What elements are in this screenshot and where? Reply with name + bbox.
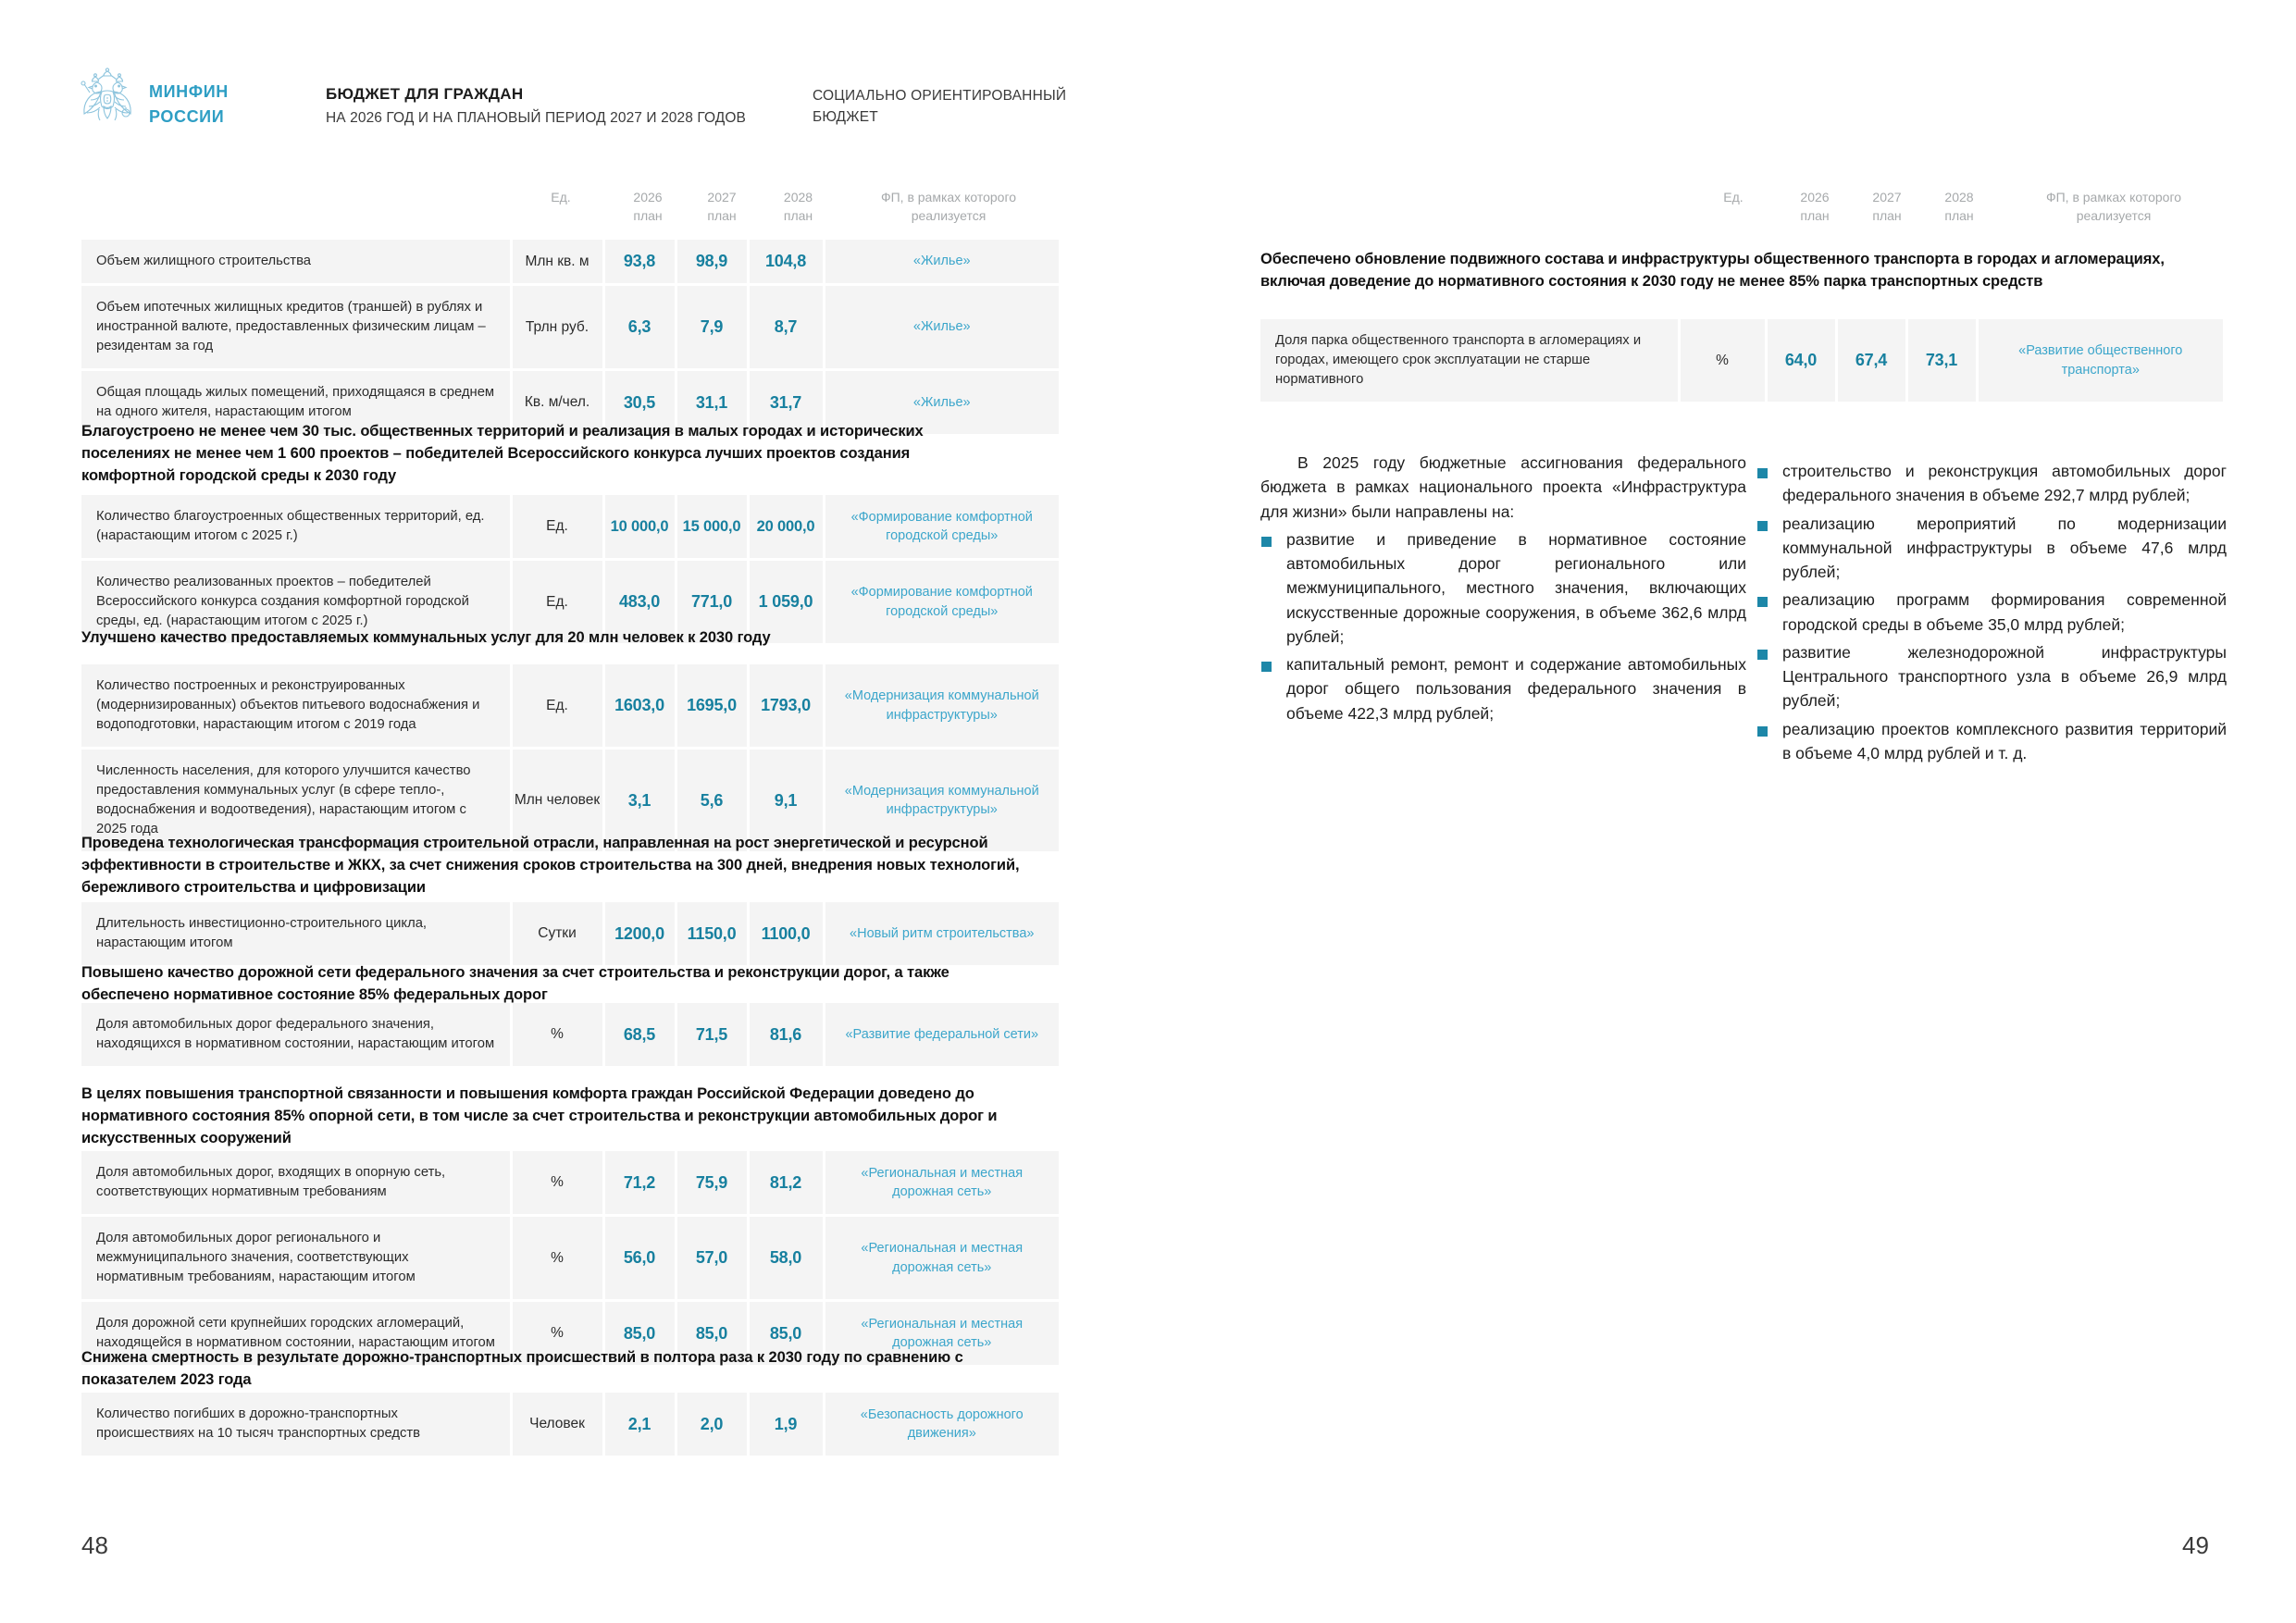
list-item-text: капитальный ремонт, ремонт и содержание автомобильных дорог общего пользования федерального значения в объеме 422,3 млрд рублей; (1286, 655, 1746, 723)
masthead-logo (79, 67, 229, 131)
colhead-2028-left (759, 188, 838, 226)
federal-project: «Региональная и местная дорожная сеть» (824, 1151, 1059, 1216)
value-2028: 81,6 (748, 1003, 824, 1066)
table-row (1260, 319, 2223, 402)
federal-project: «Региональная и местная дорожная сеть» (824, 1216, 1059, 1301)
colhead-2026-right (1779, 188, 1851, 226)
colhead-fp-line2: реализуется (2076, 208, 2152, 224)
indicator-unit: Трлн руб. (511, 285, 603, 370)
value-2026: 483,0 (603, 560, 676, 644)
colhead-2028-year: 2028 (783, 190, 813, 204)
federal-project: «Развитие общественного транспорта» (1977, 319, 2223, 402)
value-2026: 68,5 (603, 1003, 676, 1066)
value-2028: 20 000,0 (748, 495, 824, 560)
colhead-2028-plan: план (1944, 208, 1974, 224)
bullet-square-icon (1757, 650, 1768, 660)
table-federal-roads (81, 1003, 1059, 1066)
value-2026: 93,8 (603, 240, 676, 285)
federal-project: «Модернизация коммунальной инфраструктуры» (824, 749, 1059, 852)
list-item (1756, 512, 2227, 585)
section-heading-road-safety: Снижена смертность в результате дорожно-транспортных происшествий в полтора раза к 2030 году по сравнению с показателем 2023 года (81, 1349, 963, 1389)
indicator-unit: % (511, 1301, 603, 1366)
value-2027: 771,0 (676, 560, 748, 644)
indicator-unit: Человек (511, 1393, 603, 1456)
section-heading-communal-services: Улучшено качество предоставляемых коммунальных услуг для 20 млн человек к 2030 году (81, 629, 771, 646)
table-housing (81, 240, 1059, 434)
value-2026: 1200,0 (603, 902, 676, 965)
table-row (81, 1151, 1059, 1216)
colhead-2026-left (611, 188, 685, 226)
colhead-2027-left (685, 188, 759, 226)
value-2028: 58,0 (748, 1216, 824, 1301)
list-item-text: развитие железнодорожной инфраструктуры Центрального транспортного узла в объеме 26,9 млрд рублей; (1782, 642, 2227, 711)
federal-project: «Формирование комфортной городской среды» (824, 560, 1059, 644)
table-row (81, 285, 1059, 370)
list-item (1756, 459, 2227, 508)
value-2027: 7,9 (676, 285, 748, 370)
indicator-unit: Ед. (511, 664, 603, 749)
indicator-name: Доля дорожной сети крупнейших городских агломераций, находящейся в нормативном состоянии, нарастающим итогом (81, 1301, 511, 1366)
indicator-name: Количество реализованных проектов – победителей Всероссийского конкурса создания комфортной городской среды, ед. (нарастающим итогом с 2025 г.) (81, 560, 511, 644)
indicator-name: Количество погибших в дорожно-транспортных происшествиях на 10 тысяч транспортных средств (81, 1393, 511, 1456)
table-public-transport (1260, 319, 2223, 402)
federal-project: «Развитие федеральной сети» (824, 1003, 1059, 1066)
table-tech-transformation (81, 902, 1059, 965)
bullet-square-icon (1757, 521, 1768, 531)
value-2026: 10 000,0 (603, 495, 676, 560)
value-2027: 5,6 (676, 749, 748, 852)
list-item (1260, 527, 1746, 649)
value-2028: 73,1 (1906, 319, 1977, 402)
list-item-text: реализацию программ формирования современной городской среды в объеме 35,0 млрд рублей; (1782, 590, 2227, 634)
table-urban-environment (81, 495, 1059, 643)
bullet-square-icon (1757, 597, 1768, 607)
tagline-line-2: БЮДЖЕТ (813, 109, 878, 126)
indicator-name: Доля автомобильных дорог федерального значения, находящихся в нормативном состоянии, нарастающим итогом (81, 1003, 511, 1066)
value-2026: 85,0 (603, 1301, 676, 1366)
colhead-fp-left (842, 188, 1055, 226)
colhead-unit-left: Ед. (551, 190, 571, 204)
value-2026: 6,3 (603, 285, 676, 370)
bullet-square-icon (1261, 662, 1272, 672)
colhead-2027-plan: план (1872, 208, 1902, 224)
federal-project: «Жилье» (824, 240, 1059, 285)
list-item-text: развитие и приведение в нормативное состояние автомобильных дорог регионального или межмуниципального, местного значения, включающих искусственные дорожные сооружения, в объеме 362,6 млрд рублей; (1286, 529, 1746, 646)
table-road-safety (81, 1393, 1059, 1456)
indicator-name: Объем ипотечных жилищных кредитов (траншей) в рублях и иностранной валюте, предоставленных физическим лицам – резидентам за год (81, 285, 511, 370)
list-item-text: реализацию мероприятий по модернизации коммунальной инфраструктуры в объеме 47,6 млрд рублей; (1782, 514, 2227, 581)
ministry-brand (149, 67, 229, 130)
list-item (1260, 652, 1746, 725)
page-number-left: 48 (81, 1531, 108, 1559)
indicator-name: Количество построенных и реконструированных (модернизированных) объектов питьевого водоснабжения и водоподготовки, нарастающим итогом с 2019 года (81, 664, 511, 749)
colhead-2028-right (1923, 188, 1995, 226)
bullet-square-icon (1261, 537, 1272, 547)
indicator-name: Доля парка общественного транспорта в агломерациях и городах, имеющего срок эксплуатации не старше нормативного (1260, 319, 1679, 402)
federal-project: «Безопасность дорожного движения» (824, 1393, 1059, 1456)
table-communal-services (81, 664, 1059, 851)
section-heading-transport-connectivity: В целях повышения транспортной связанности и повышения комфорта граждан Российской Федерации доведено до нормативного состояния 85% опорной сети, в том числе за счет строительства и реконструкции автомобильных дорог и искусственных сооружений (81, 1085, 998, 1147)
table-row (81, 664, 1059, 749)
value-2028: 31,7 (748, 370, 824, 435)
publication-title-block (326, 85, 746, 127)
indicator-unit: % (511, 1151, 603, 1216)
colhead-2026-plan: план (633, 208, 663, 224)
publication-title: БЮДЖЕТ ДЛЯ ГРАЖДАН (326, 85, 524, 103)
value-2028: 8,7 (748, 285, 824, 370)
table-transport-connectivity (81, 1151, 1059, 1365)
value-2027: 67,4 (1836, 319, 1906, 402)
colhead-fp-line1: ФП, в рамках которого (2045, 190, 2182, 204)
colhead-unit-right: Ед. (1723, 190, 1744, 204)
publication-tagline (813, 85, 1066, 129)
allocations-text-column (1756, 455, 2227, 765)
colhead-2027-right (1851, 188, 1923, 226)
indicator-name: Объем жилищного строительства (81, 240, 511, 285)
indicator-name: Длительность инвестиционно-строительного цикла, нарастающим итогом (81, 902, 511, 965)
value-2028: 85,0 (748, 1301, 824, 1366)
russian-coat-of-arms-icon (79, 67, 136, 131)
indicator-name: Количество благоустроенных общественных территорий, ед. (нарастающим итогом с 2025 г.) (81, 495, 511, 560)
bullet-list-right (1756, 459, 2227, 765)
list-item (1756, 640, 2227, 713)
colhead-2028-year: 2028 (1944, 190, 1974, 204)
value-2027: 71,5 (676, 1003, 748, 1066)
section-heading-urban-environment: Благоустроено не менее чем 30 тыс. общественных территорий и реализация в малых городах и исторических поселениях не менее чем 1 600 проектов – победителей Всероссийского конкурса лучших проектов создания комфортной городской среды к 2030 году (81, 423, 924, 485)
colhead-2027-year: 2027 (1872, 190, 1902, 204)
publication-subtitle: НА 2026 ГОД И НА ПЛАНОВЫЙ ПЕРИОД 2027 И 2028 ГОДОВ (326, 110, 746, 126)
colhead-fp-line1: ФП, в рамках которого (880, 190, 1017, 204)
colhead-2026-plan: план (1800, 208, 1830, 224)
indicator-unit: % (511, 1003, 603, 1066)
table-row (81, 495, 1059, 560)
indicator-unit: Кв. м/чел. (511, 370, 603, 435)
page-number-right: 49 (2182, 1531, 2209, 1559)
value-2028: 1793,0 (748, 664, 824, 749)
value-2026: 2,1 (603, 1393, 676, 1456)
brand-line-2: РОССИИ (149, 107, 225, 126)
indicator-name: Доля автомобильных дорог, входящих в опорную сеть, соответствующих нормативным требованиям (81, 1151, 511, 1216)
table-row (81, 1393, 1059, 1456)
section-heading-tech-transformation: Проведена технологическая трансформация строительной отрасли, направленная на рост энергетической и ресурсной эффективности в строительстве и ЖКХ, за счет снижения сроков строительства на 300 дней, внедрения новых технологий, бережливого строительства и цифровизации (81, 835, 1020, 897)
federal-project: «Жилье» (824, 285, 1059, 370)
value-2028: 1100,0 (748, 902, 824, 965)
value-2026: 3,1 (603, 749, 676, 852)
value-2026: 1603,0 (603, 664, 676, 749)
intro-text-column (1260, 451, 1746, 725)
colhead-fp-right (2006, 188, 2221, 226)
bullet-list-left (1260, 527, 1746, 725)
value-2026: 30,5 (603, 370, 676, 435)
table-row (81, 902, 1059, 965)
federal-project: «Модернизация коммунальной инфраструктуры» (824, 664, 1059, 749)
federal-project: «Формирование комфортной городской среды» (824, 495, 1059, 560)
colhead-fp-line2: реализуется (911, 208, 987, 224)
indicator-unit: Ед. (511, 495, 603, 560)
value-2028: 1,9 (748, 1393, 824, 1456)
table-row (81, 1003, 1059, 1066)
value-2027: 98,9 (676, 240, 748, 285)
list-item-text: строительство и реконструкция автомобильных дорог федерального значения в объеме 292,7 млрд рублей; (1782, 462, 2227, 505)
value-2028: 1 059,0 (748, 560, 824, 644)
value-2028: 81,2 (748, 1151, 824, 1216)
federal-project: «Региональная и местная дорожная сеть» (824, 1301, 1059, 1366)
indicator-name: Численность населения, для которого улучшится качество предоставления коммунальных услуг (в сфере тепло-, водоснабжения и водоотведения), нарастающим итогом с 2025 года (81, 749, 511, 852)
federal-project: «Жилье» (824, 370, 1059, 435)
section-heading-public-transport: Обеспечено обновление подвижного состава и инфраструктуры общественного транспорта в городах и агломерациях, включая доведение до нормативного состояния к 2030 году не менее 85% парка транспортных средств (1260, 251, 2165, 291)
value-2027: 1695,0 (676, 664, 748, 749)
indicator-name: Доля автомобильных дорог регионального и межмуниципального значения, соответствующих нормативным требованиям, нарастающим итогом (81, 1216, 511, 1301)
federal-project: «Новый ритм строительства» (824, 902, 1059, 965)
bullet-square-icon (1757, 726, 1768, 737)
colhead-2027-plan: план (707, 208, 737, 224)
colhead-2028-plan: план (783, 208, 813, 224)
value-2027: 75,9 (676, 1151, 748, 1216)
value-2028: 104,8 (748, 240, 824, 285)
list-item (1756, 588, 2227, 637)
brand-line-1: МИНФИН (149, 82, 229, 101)
value-2026: 64,0 (1766, 319, 1836, 402)
value-2027: 31,1 (676, 370, 748, 435)
indicator-unit: % (511, 1216, 603, 1301)
list-item (1756, 717, 2227, 766)
bullet-square-icon (1757, 468, 1768, 478)
list-item-text: реализацию проектов комплексного развития территорий в объеме 4,0 млрд рублей и т. д. (1782, 719, 2227, 762)
value-2027: 57,0 (676, 1216, 748, 1301)
indicator-unit: Млн человек (511, 749, 603, 852)
indicator-unit: % (1679, 319, 1766, 402)
value-2026: 56,0 (603, 1216, 676, 1301)
value-2027: 85,0 (676, 1301, 748, 1366)
colhead-2026-year: 2026 (1800, 190, 1830, 204)
intro-paragraph: В 2025 году бюджетные ассигнования федерального бюджета в рамках национального проекта «Инфраструктура для жизни» были направлены на: (1260, 453, 1746, 521)
indicator-unit: Сутки (511, 902, 603, 965)
indicator-name: Общая площадь жилых помещений, приходящаяся в среднем на одного жителя, нарастающим итогом (81, 370, 511, 435)
table-row (81, 1216, 1059, 1301)
colhead-2027-year: 2027 (707, 190, 737, 204)
tagline-line-1: СОЦИАЛЬНО ОРИЕНТИРОВАННЫЙ (813, 88, 1067, 104)
value-2027: 15 000,0 (676, 495, 748, 560)
section-heading-federal-roads: Повышено качество дорожной сети федерального значения за счет строительства и реконструкции дорог, а также обеспечено нормативное состояние 85% федеральных дорог (81, 964, 949, 1004)
value-2027: 2,0 (676, 1393, 748, 1456)
colhead-2026-year: 2026 (633, 190, 663, 204)
value-2026: 71,2 (603, 1151, 676, 1216)
value-2028: 9,1 (748, 749, 824, 852)
indicator-unit: Ед. (511, 560, 603, 644)
table-row (81, 240, 1059, 285)
indicator-unit: Млн кв. м (511, 240, 603, 285)
value-2027: 1150,0 (676, 902, 748, 965)
